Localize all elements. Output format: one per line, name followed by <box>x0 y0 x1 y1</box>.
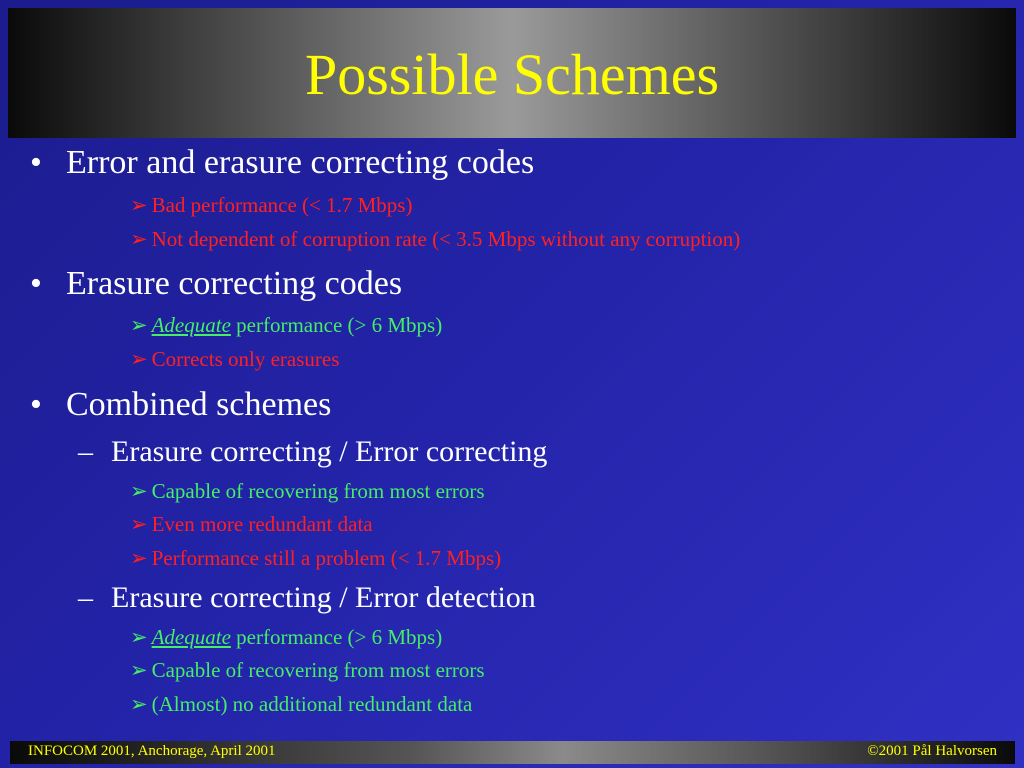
sub-item: ➢ Not dependent of corruption rate (< 3.5 Mbps without any corruption) <box>130 227 741 251</box>
emphasis: Adequate <box>151 625 231 649</box>
sub-item: ➢ Adequate performance (> 6 Mbps) <box>130 313 443 337</box>
section-heading: Error and erasure correcting codes <box>66 144 535 181</box>
section-heading: Combined schemes <box>66 386 332 423</box>
sub-item: ➢ Capable of recovering from most errors <box>130 479 485 503</box>
arrow-bullet-icon: ➢ <box>130 692 148 716</box>
bullet-erasure-correcting <box>30 264 402 304</box>
dash-bullet-icon: – <box>78 435 93 468</box>
section-heading: Erasure correcting codes <box>66 265 403 302</box>
footer-bar <box>10 741 1015 764</box>
arrow-bullet-icon: ➢ <box>130 347 148 371</box>
arrow-bullet-icon: ➢ <box>130 227 148 251</box>
slide-title: Possible Schemes <box>304 42 720 107</box>
sub-item: ➢ Bad performance (< 1.7 Mbps) <box>130 193 413 217</box>
dash-bullet-icon: – <box>78 581 93 614</box>
sub-item: ➢ Capable of recovering from most errors <box>130 658 485 682</box>
sub-item: ➢ Corrects only erasures <box>130 347 340 371</box>
bullet-combined-schemes <box>30 385 331 425</box>
sub-item: ➢ Even more redundant data <box>130 512 373 536</box>
bullet-icon: • <box>30 386 42 423</box>
subsection-erasure-error-detection: – Erasure correcting / Error detection <box>78 581 536 614</box>
arrow-bullet-icon: ➢ <box>130 625 148 649</box>
arrow-bullet-icon: ➢ <box>130 193 148 217</box>
sub-item: ➢ Adequate performance (> 6 Mbps) <box>130 625 443 649</box>
sub-item: ➢ (Almost) no additional redundant data <box>130 692 473 716</box>
bullet-icon: • <box>30 144 42 181</box>
arrow-bullet-icon: ➢ <box>130 479 148 503</box>
subsection-erasure-error-correcting: – Erasure correcting / Error correcting <box>78 435 548 468</box>
sub-item: ➢ Performance still a problem (< 1.7 Mbps) <box>130 546 502 570</box>
arrow-bullet-icon: ➢ <box>130 658 148 682</box>
footer-conference: INFOCOM 2001, Anchorage, April 2001 <box>28 743 276 759</box>
bullet-icon: • <box>30 265 42 302</box>
arrow-bullet-icon: ➢ <box>130 546 148 570</box>
bullet-error-erasure <box>30 143 534 183</box>
arrow-bullet-icon: ➢ <box>130 512 148 536</box>
footer-copyright: ©2001 Pål Halvorsen <box>867 743 997 759</box>
emphasis: Adequate <box>151 313 231 337</box>
arrow-bullet-icon: ➢ <box>130 313 148 337</box>
